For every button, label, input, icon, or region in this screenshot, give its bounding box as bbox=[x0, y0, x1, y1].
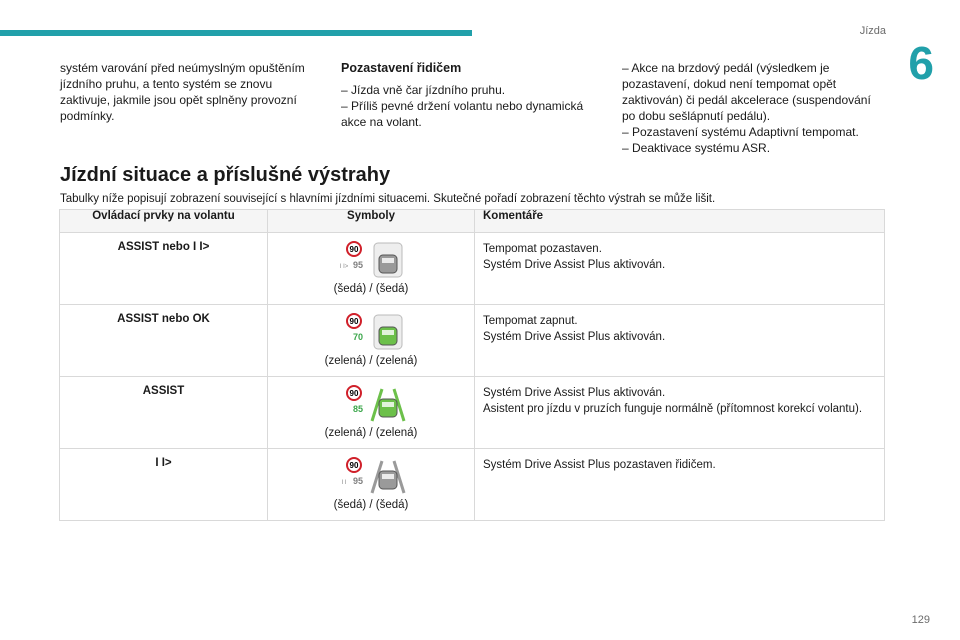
text-line: zaktivován) či pedál akcelerace (suspendování bbox=[622, 93, 871, 107]
alerts-table bbox=[59, 209, 885, 521]
header-controls: Ovládací prvky na volantu bbox=[60, 210, 268, 233]
comment-cell bbox=[475, 305, 885, 377]
car-window bbox=[382, 258, 394, 263]
comment-line: Systém Drive Assist Plus aktivován. bbox=[483, 259, 666, 271]
set-speed-value: 95 bbox=[352, 476, 364, 486]
symbol-cell bbox=[268, 233, 475, 305]
table-row bbox=[60, 449, 885, 521]
car-window bbox=[382, 330, 394, 335]
symbol-caption: (šedá) / (šedá) bbox=[333, 499, 409, 511]
speed-limit-value: 90 bbox=[349, 389, 359, 398]
set-speed-value: 95 bbox=[352, 260, 364, 270]
page-number: 129 bbox=[911, 614, 930, 626]
table-row bbox=[60, 233, 885, 305]
text-line: – Deaktivace systému ASR. bbox=[622, 141, 771, 155]
section-heading: Jízdní situace a příslušné výstrahy bbox=[60, 164, 391, 186]
pause-indicator: I I> bbox=[339, 264, 349, 270]
text-line: pozastavení, dokud není tempomat opět bbox=[622, 77, 837, 91]
control-cell: ASSIST bbox=[60, 377, 268, 449]
comment-cell bbox=[475, 233, 885, 305]
symbol-cell bbox=[268, 305, 475, 377]
car-icon bbox=[379, 255, 397, 273]
speed-limit-value: 90 bbox=[349, 317, 359, 326]
comment-line: Systém Drive Assist Plus pozastaven řidičem. bbox=[483, 459, 716, 471]
car-icon bbox=[379, 327, 397, 345]
symbol-caption: (zelená) / (zelená) bbox=[324, 355, 418, 367]
lane-assist-icon bbox=[336, 385, 406, 425]
header-symbols: Symboly bbox=[268, 210, 475, 233]
comment-line: Asistent pro jízdu v pruzích funguje normálně (přítomnost korekcí volantu). bbox=[483, 403, 863, 415]
lane-assist-icon bbox=[336, 457, 406, 497]
column-2 bbox=[341, 60, 596, 130]
header-comments: Komentáře bbox=[475, 210, 885, 233]
car-window bbox=[382, 402, 394, 407]
car-icon bbox=[379, 399, 397, 417]
comment-line: Tempomat zapnut. bbox=[483, 315, 578, 327]
table-row bbox=[60, 305, 885, 377]
column-1 bbox=[60, 60, 315, 124]
car-window bbox=[382, 474, 394, 479]
text-line: systém varování před neúmyslným opuštěním bbox=[60, 61, 305, 75]
control-cell: ASSIST nebo I I> bbox=[60, 233, 268, 305]
text-line: – Akce na brzdový pedál (výsledkem je bbox=[622, 61, 830, 75]
section-name: Jízda bbox=[859, 25, 886, 37]
comment-cell bbox=[475, 377, 885, 449]
car-icon bbox=[379, 471, 397, 489]
text-line: zaktivuje, jakmile jsou opět splněny provozní bbox=[60, 93, 297, 107]
cruise-control-icon bbox=[336, 241, 406, 281]
set-speed-value: 70 bbox=[352, 332, 364, 342]
symbol-cell bbox=[268, 377, 475, 449]
column-3 bbox=[622, 60, 884, 156]
speed-limit-value: 90 bbox=[349, 245, 359, 254]
text-line: – Jízda vně čar jízdního pruhu. bbox=[341, 83, 506, 97]
comment-line: Tempomat pozastaven. bbox=[483, 243, 602, 255]
symbol-caption: (zelená) / (zelená) bbox=[324, 427, 418, 439]
intro-text: Tabulky níže popisují zobrazení související s hlavními jízdními situacemi. Skutečné pořadí zobrazení těchto výstrah se může lišit. bbox=[60, 193, 716, 205]
set-speed-value: 85 bbox=[352, 404, 364, 414]
text-line: akce na volant. bbox=[341, 115, 422, 129]
comment-line: Systém Drive Assist Plus aktivován. bbox=[483, 387, 666, 399]
symbol-caption: (šedá) / (šedá) bbox=[333, 283, 409, 295]
table-row bbox=[60, 377, 885, 449]
control-cell: ASSIST nebo OK bbox=[60, 305, 268, 377]
text-line: po dobu sešlápnutí pedálu). bbox=[622, 109, 771, 123]
comment-cell bbox=[475, 449, 885, 521]
pause-indicator: I I bbox=[341, 480, 347, 486]
comment-line: Systém Drive Assist Plus aktivován. bbox=[483, 331, 666, 343]
speed-limit-value: 90 bbox=[349, 461, 359, 470]
chapter-number: 6 bbox=[908, 37, 934, 89]
text-line: – Pozastavení systému Adaptivní tempomat. bbox=[622, 125, 859, 139]
cruise-control-icon bbox=[336, 313, 406, 353]
control-cell: I I> bbox=[60, 449, 268, 521]
text-line: podmínky. bbox=[60, 109, 115, 123]
table-header-row bbox=[60, 210, 885, 233]
symbol-cell bbox=[268, 449, 475, 521]
column-title: Pozastavení řidičem bbox=[341, 61, 462, 75]
text-line: – Příliš pevné držení volantu nebo dynamická bbox=[341, 99, 584, 113]
top-accent-bar bbox=[0, 30, 472, 36]
text-line: jízdního pruhu, a tento systém se znovu bbox=[60, 77, 273, 91]
